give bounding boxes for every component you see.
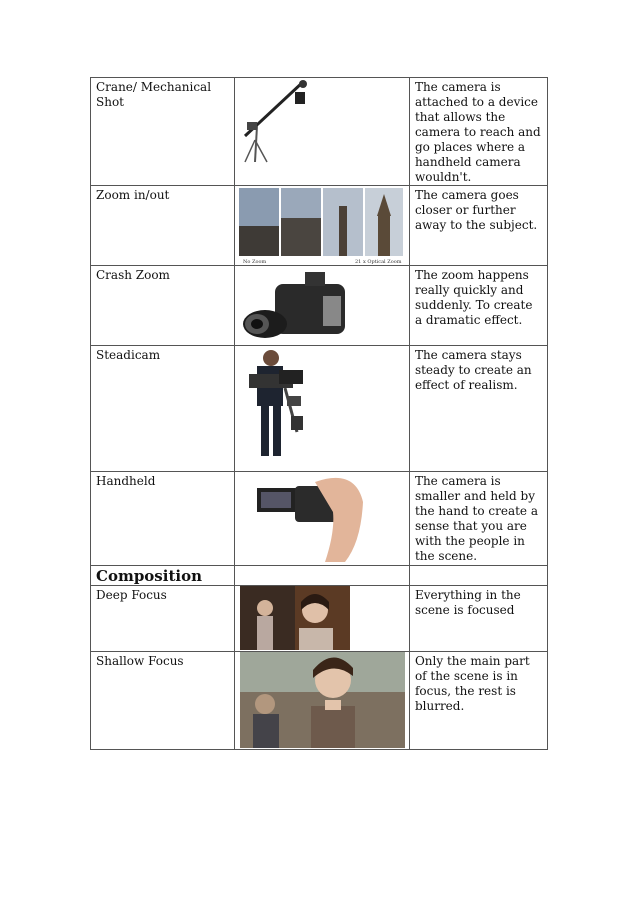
section-row: [91, 566, 548, 586]
description-cell: Everything in the scene is focused: [409, 586, 547, 652]
camera-image: [235, 266, 405, 344]
section-title: Composition: [91, 566, 235, 586]
image-cell: [235, 652, 410, 750]
steadicam-operator-image: [235, 346, 405, 470]
empty-cell: [235, 566, 410, 586]
image-cell: [235, 78, 410, 186]
description-cell: Only the main part of the scene is in focus, the rest is blurred.: [409, 652, 547, 750]
handheld-camera-image: [235, 472, 405, 564]
empty-cell: [409, 566, 547, 586]
term-cell: Shallow Focus: [91, 652, 235, 750]
image-cell: [235, 186, 410, 266]
term-cell: Crane/ Mechanical Shot: [91, 78, 235, 186]
camera-shots-table: [90, 77, 548, 750]
deep-focus-image: [235, 586, 405, 650]
table-row: [91, 652, 548, 750]
zoom-caption-right: 21 x Optical Zoom: [355, 259, 402, 264]
zoom-sequence-image: [235, 186, 405, 264]
table-row: [91, 346, 548, 472]
crane-image: [235, 78, 405, 182]
image-cell: [235, 586, 410, 652]
term-cell: Handheld: [91, 472, 235, 566]
shallow-focus-image: [235, 652, 405, 748]
image-cell: [235, 472, 410, 566]
table-row: [91, 78, 548, 186]
term-cell: Deep Focus: [91, 586, 235, 652]
description-cell: The camera stays steady to create an effect of realism.: [409, 346, 547, 472]
description-cell: The camera goes closer or further away to the subject.: [409, 186, 547, 266]
term-cell: Steadicam: [91, 346, 235, 472]
term-cell: Zoom in/out: [91, 186, 235, 266]
term-cell: Crash Zoom: [91, 266, 235, 346]
description-cell: The zoom happens really quickly and suddenly. To create a dramatic effect.: [409, 266, 547, 346]
image-cell: [235, 266, 410, 346]
image-cell: [235, 346, 410, 472]
description-cell: The camera is attached to a device that allows the camera to reach and go places where a handheld camera wouldn't.: [409, 78, 547, 186]
table-row: [91, 472, 548, 566]
table-row: [91, 586, 548, 652]
description-cell: The camera is smaller and held by the hand to create a sense that you are with the people in the scene.: [409, 472, 547, 566]
zoom-caption-left: No Zoom: [243, 259, 267, 264]
table-row: [91, 266, 548, 346]
table-row: [91, 186, 548, 266]
